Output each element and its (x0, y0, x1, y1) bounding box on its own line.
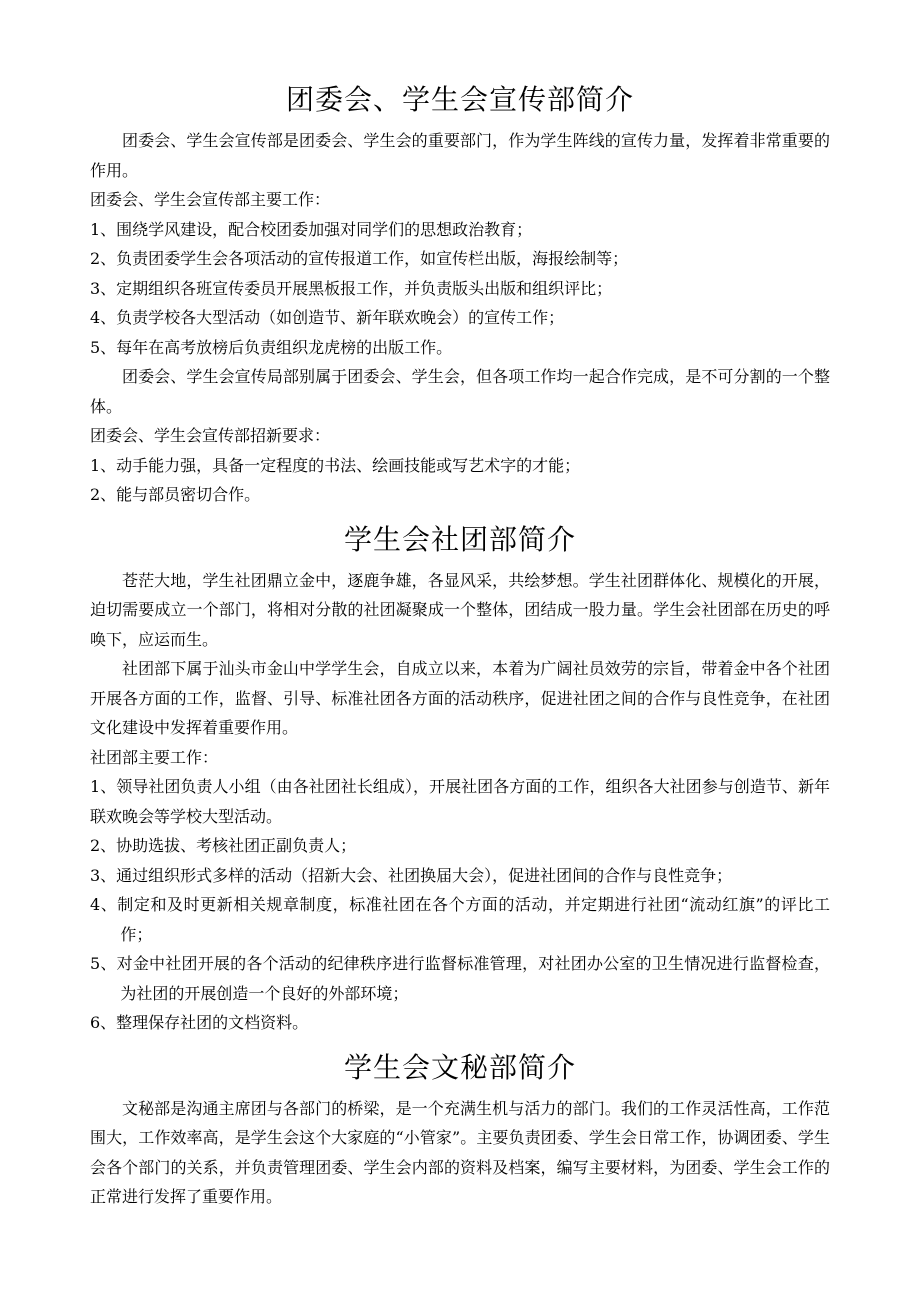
list-item: 4、制定和及时更新相关规章制度，标准社团在各个方面的活动，并定期进行社团“流动红旗”的评比工作； (90, 895, 830, 944)
paragraph: 苍茫大地，学生社团鼎立金中，逐鹿争雄，各显风采，共绘梦想。学生社团群体化、规模化的开展，迫切需要成立一个部门，将相对分散的社团凝聚成一个整体，团结成一股力量。学生会社团部在历史的呼唤下，应运而生。 (90, 570, 830, 649)
list-item: 6、整理保存社团的文档资料。 (90, 1013, 309, 1032)
list-item: 5、对金中社团开展的各个活动的纪律秩序进行监督标准管理，对社团办公室的卫生情况进行监督检查，为社团的开展创造一个良好的外部环境； (90, 954, 830, 1003)
paragraph: 社团部下属于汕头市金山中学学生会，自成立以来，本着为广阔社员效劳的宗旨，带着金中各个社团开展各方面的工作，监督、引导、标准社团各方面的活动秩序，促进社团之间的合作与良性竞争，在社团文化建设中发挥着重要作用。 (90, 659, 830, 737)
document-page (90, 78, 830, 1212)
section-title-propaganda: 团委会、学生会宣传部简介 (285, 83, 634, 116)
list-item: 1、领导社团负责人小组（由各社团社长组成），开展社团各方面的工作，组织各大社团参与创造节、新年联欢晚会等学校大型活动。 (90, 777, 830, 826)
paragraph: 文秘部是沟通主席团与各部门的桥梁，是一个充满生机与活力的部门。我们的工作灵活性高，工作范围大，工作效率高，是学生会这个大家庭的“小管家”。主要负责团委、学生会日常工作，协调团委、学生会各个部门的关系，并负责管理团委、学生会内部的资料及档案，编写主要材料，为团委、学生会工作的正常进行发挥了重要作用。 (90, 1098, 830, 1206)
list-item: 2、协助选拔、考核社团正副负责人； (90, 836, 357, 855)
list-item: 1、围绕学风建设，配合校团委加强对同学们的思想政治教育； (90, 219, 533, 239)
list-item: 2、能与部员密切合作。 (90, 485, 261, 504)
section-title-secretariat: 学生会文秘部简介 (343, 1050, 576, 1084)
paragraph: 团委会、学生会宣传部招新要求： (90, 426, 331, 445)
list-item: 4、负责学校各大型活动（如创造节、新年联欢晚会）的宣传工作； (90, 308, 565, 327)
list-item: 5、每年在高考放榜后负责组织龙虎榜的出版工作。 (90, 337, 453, 357)
section-title-clubs: 学生会社团部简介 (343, 522, 576, 556)
paragraph: 团委会、学生会宣传部是团委会、学生会的重要部门，作为学生阵线的宣传力量，发挥着非常重要的作用。 (90, 131, 830, 180)
list-item: 3、通过组织形式多样的活动（招新大会、社团换届大会），促进社团间的合作与良性竞争； (90, 865, 733, 885)
list-item: 1、动手能力强，具备一定程度的书法、绘画技能或写艺术字的才能； (90, 455, 581, 475)
list-item: 2、负责团委学生会各项活动的宣传报道工作，如宣传栏出版，海报绘制等； (90, 249, 629, 268)
paragraph: 团委会、学生会宣传局部别属于团委会、学生会，但各项工作均一起合作完成，是不可分割的一个整体。 (90, 367, 830, 416)
list-item: 3、定期组织各班宣传委员开展黑板报工作，并负责版头出版和组织评比； (90, 278, 613, 298)
paragraph: 社团部主要工作： (90, 747, 219, 767)
paragraph: 团委会、学生会宣传部主要工作： (90, 190, 331, 209)
